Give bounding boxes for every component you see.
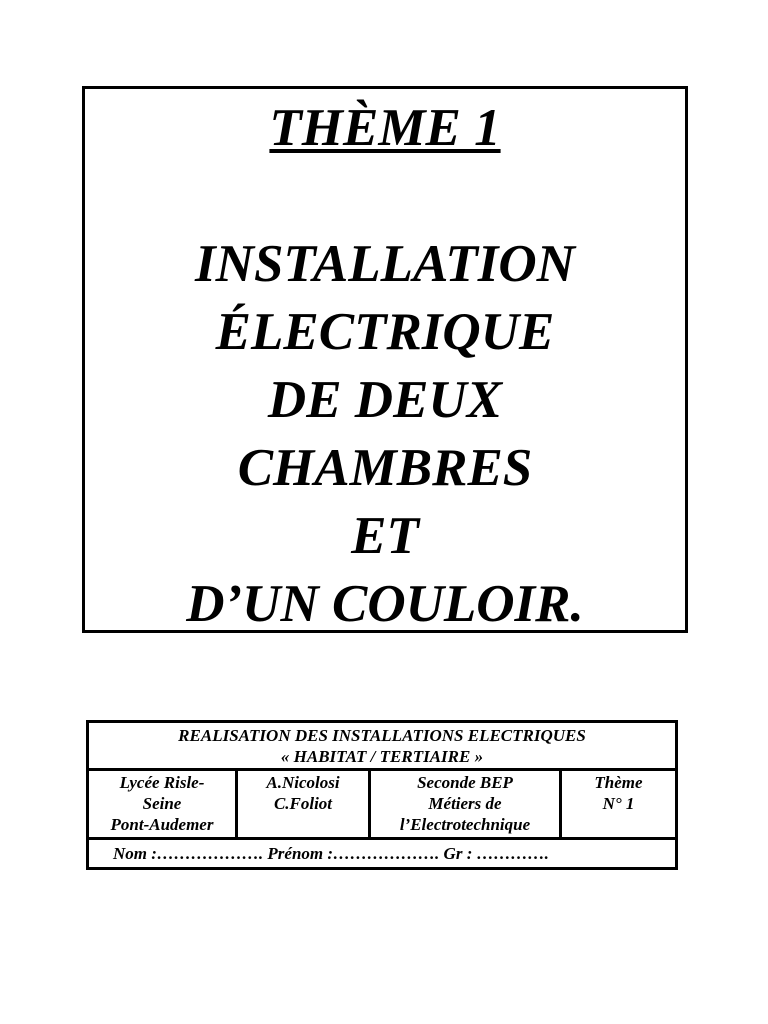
title-line: ET (351, 507, 419, 565)
title-line: D’UN COULOIR. (186, 575, 584, 633)
teacher-name: A.Nicolosi (266, 773, 340, 792)
school-line: Seine (142, 794, 182, 813)
school-cell (88, 770, 237, 839)
header-line: REALISATION DES INSTALLATIONS ELECTRIQUES (178, 726, 586, 745)
student-row (88, 839, 677, 869)
title-box (82, 86, 688, 633)
details-row (88, 770, 677, 839)
theme-ref-cell (561, 770, 677, 839)
course-cell (370, 770, 561, 839)
theme-heading-text: THÈME 1 (269, 99, 501, 157)
course-line: l’Electrotechnique (399, 815, 531, 834)
title-line: INSTALLATION (195, 235, 575, 293)
course-line: Métiers de (428, 794, 502, 813)
header-subline: « HABITAT / TERTIAIRE » (280, 747, 484, 766)
title-line: CHAMBRES (237, 439, 533, 497)
school-line: Pont-Audemer (110, 815, 214, 834)
theme-ref-line: N° 1 (602, 794, 635, 813)
title-line: ÉLECTRIQUE (215, 303, 555, 361)
theme-ref-line: Thème (594, 773, 643, 792)
teacher-name: C.Foliot (273, 794, 333, 813)
main-title (85, 230, 685, 638)
info-table (86, 720, 678, 870)
course-line: Seconde BEP (417, 773, 513, 792)
title-line: DE DEUX (267, 371, 503, 429)
school-line: Lycée Risle- (119, 773, 205, 792)
student-fields: Nom :………………. Prénom :………………. Gr : …………. (88, 839, 677, 869)
header-cell (88, 722, 677, 770)
header-row (88, 722, 677, 770)
teachers-cell (237, 770, 370, 839)
theme-heading (85, 99, 685, 157)
